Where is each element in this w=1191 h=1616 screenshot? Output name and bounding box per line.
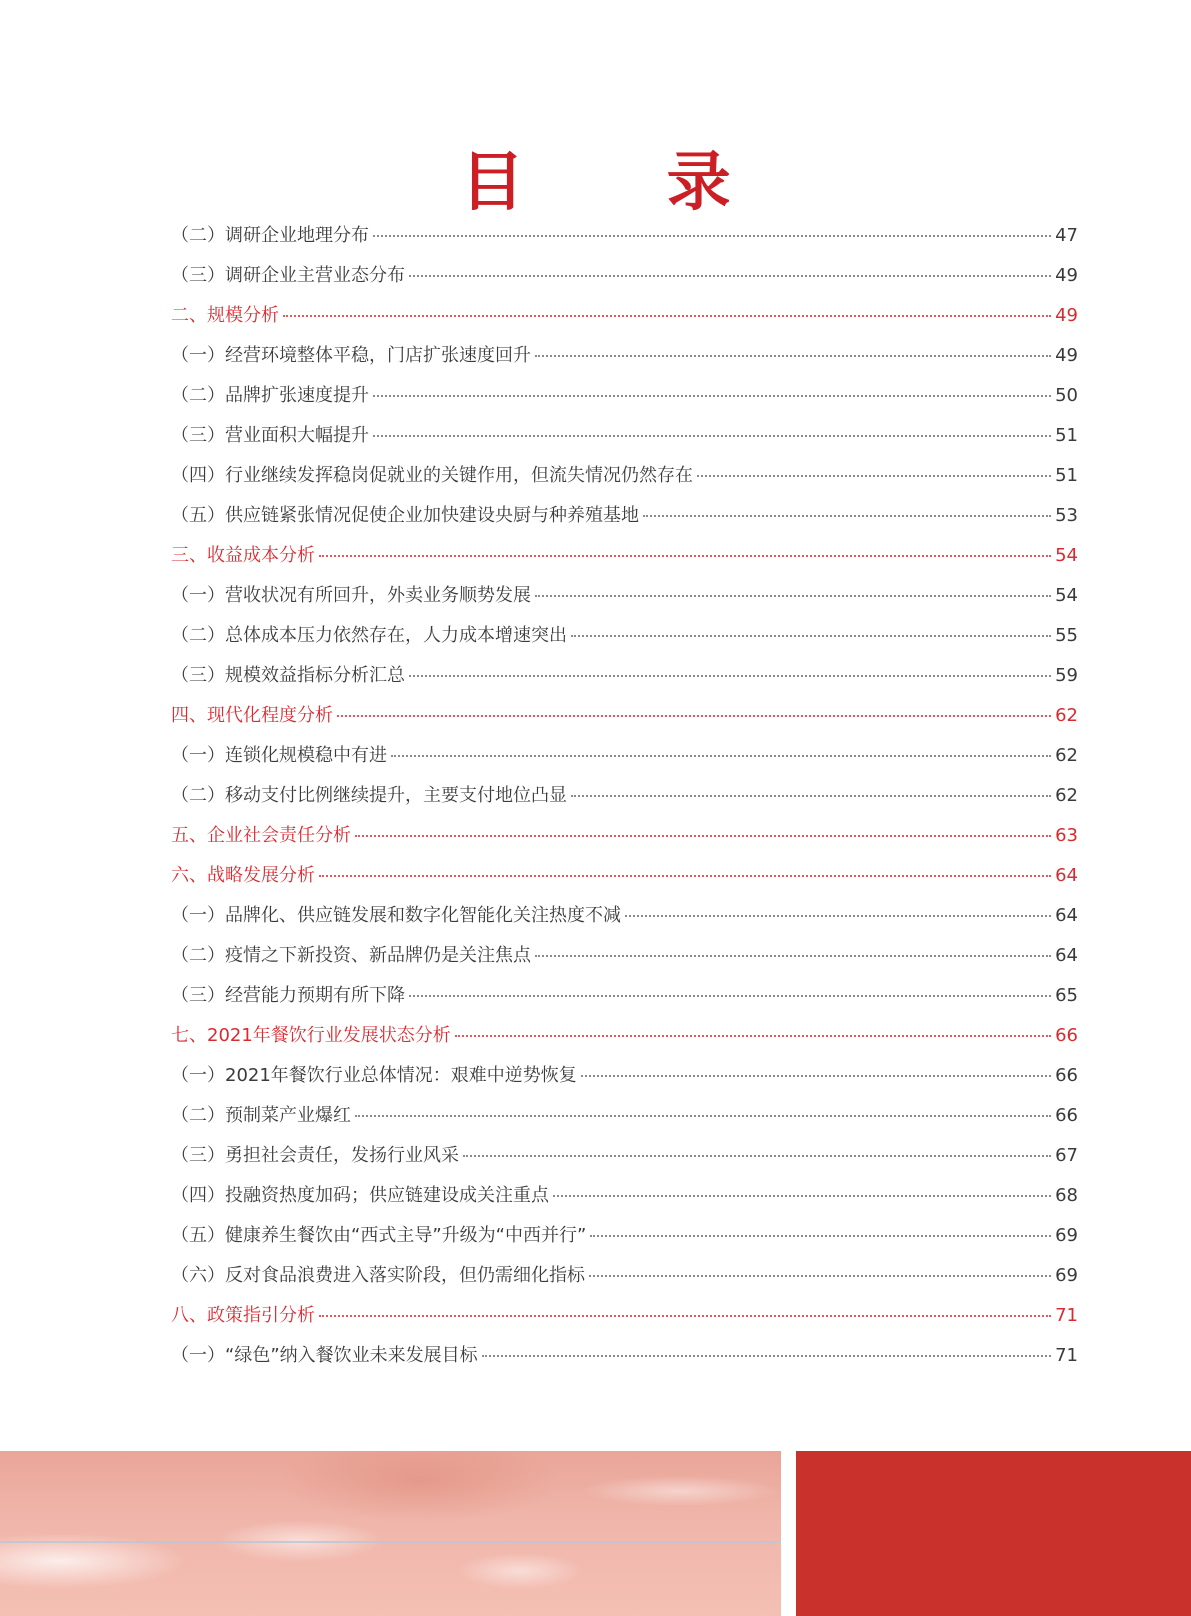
- toc-entry-label: （三）营业面积大幅提升: [171, 425, 369, 446]
- toc-page-number: 67: [1055, 1145, 1078, 1166]
- toc-page-number: 47: [1055, 225, 1078, 246]
- toc-entry-label: （六）反对食品浪费进入落实阶段，但仍需细化指标: [171, 1265, 585, 1286]
- toc-page-number: 51: [1055, 465, 1078, 486]
- toc-page-number: 49: [1055, 265, 1078, 286]
- toc-entry-label: 五、企业社会责任分析: [171, 825, 351, 846]
- toc-dot-leader: [391, 755, 1051, 757]
- toc-page-number: 66: [1055, 1025, 1078, 1046]
- toc-page-number: 64: [1055, 865, 1078, 886]
- toc-dot-leader: [535, 955, 1051, 957]
- toc-page-number: 49: [1055, 345, 1078, 366]
- toc-page-number: 62: [1055, 745, 1078, 766]
- toc-entry-label: （二）品牌扩张速度提升: [171, 385, 369, 406]
- toc-dot-leader: [589, 1275, 1051, 1277]
- toc-dot-leader: [482, 1355, 1051, 1357]
- toc-page-number: 71: [1055, 1345, 1078, 1366]
- toc-entry-label: 三、收益成本分析: [171, 545, 315, 566]
- toc-section-entry[interactable]: [171, 936, 1078, 976]
- toc-section-entry[interactable]: [171, 456, 1078, 496]
- toc-entry-label: 七、2021年餐饮行业发展状态分析: [171, 1025, 451, 1046]
- toc-dot-leader: [625, 915, 1051, 917]
- toc-page-number: 64: [1055, 905, 1078, 926]
- toc-entry-label: （四）投融资热度加码；供应链建设成关注重点: [171, 1185, 549, 1206]
- toc-section-entry[interactable]: [171, 1136, 1078, 1176]
- toc-page-number: 62: [1055, 785, 1078, 806]
- toc-page-number: 63: [1055, 825, 1078, 846]
- toc-entry-label: 二、规模分析: [171, 305, 279, 326]
- toc-page-number: 54: [1055, 545, 1078, 566]
- toc-section-entry[interactable]: [171, 1336, 1078, 1376]
- toc-section-entry[interactable]: [171, 496, 1078, 536]
- toc-dot-leader: [697, 475, 1051, 477]
- toc-section-entry[interactable]: [171, 976, 1078, 1016]
- toc-page-number: 69: [1055, 1265, 1078, 1286]
- toc-section-entry[interactable]: [171, 776, 1078, 816]
- toc-page-number: 49: [1055, 305, 1078, 326]
- toc-dot-leader: [337, 715, 1051, 717]
- toc-page-number: 55: [1055, 625, 1078, 646]
- toc-section-entry[interactable]: [171, 1096, 1078, 1136]
- toc-page-number: 66: [1055, 1065, 1078, 1086]
- toc-entry-label: （二）预制菜产业爆红: [171, 1105, 351, 1126]
- toc-section-entry[interactable]: [171, 1216, 1078, 1256]
- toc-entry-label: （一）品牌化、供应链发展和数字化智能化关注热度不减: [171, 905, 621, 926]
- toc-entry-label: 六、战略发展分析: [171, 865, 315, 886]
- toc-dot-leader: [319, 875, 1051, 877]
- toc-entry-label: （一）“绿色”纳入餐饮业未来发展目标: [171, 1345, 478, 1366]
- toc-section-entry[interactable]: [171, 1256, 1078, 1296]
- toc-page-number: 71: [1055, 1305, 1078, 1326]
- toc-section-entry[interactable]: [171, 896, 1078, 936]
- toc-section-entry[interactable]: [171, 1176, 1078, 1216]
- toc-section-entry[interactable]: [171, 1056, 1078, 1096]
- footer-decoration-red-block: [796, 1451, 1191, 1616]
- toc-page-number: 59: [1055, 665, 1078, 686]
- toc-section-entry[interactable]: [171, 256, 1078, 296]
- toc-page-number: 51: [1055, 425, 1078, 446]
- toc-page-number: 66: [1055, 1105, 1078, 1126]
- toc-dot-leader: [409, 995, 1051, 997]
- toc-dot-leader: [355, 835, 1051, 837]
- toc-entry-label: （一）连锁化规模稳中有进: [171, 745, 387, 766]
- toc-dot-leader: [571, 795, 1051, 797]
- toc-entry-label: （五）供应链紧张情况促使企业加快建设央厨与种养殖基地: [171, 505, 639, 526]
- toc-entry-label: （三）调研企业主营业态分布: [171, 265, 405, 286]
- toc-chapter-entry[interactable]: [171, 696, 1078, 736]
- toc-dot-leader: [643, 515, 1051, 517]
- toc-chapter-entry[interactable]: [171, 1016, 1078, 1056]
- toc-entry-label: （一）2021年餐饮行业总体情况：艰难中逆势恢复: [171, 1065, 577, 1086]
- toc-section-entry[interactable]: [171, 616, 1078, 656]
- toc-section-entry[interactable]: [171, 656, 1078, 696]
- toc-dot-leader: [535, 595, 1051, 597]
- toc-page-number: 50: [1055, 385, 1078, 406]
- toc-dot-leader: [581, 1075, 1051, 1077]
- toc-dot-leader: [355, 1115, 1051, 1117]
- toc-entry-label: （二）疫情之下新投资、新品牌仍是关注焦点: [171, 945, 531, 966]
- toc-page-number: 62: [1055, 705, 1078, 726]
- water-texture: [0, 1451, 781, 1616]
- toc-section-entry[interactable]: [171, 216, 1078, 256]
- toc-dot-leader: [535, 355, 1051, 357]
- toc-dot-leader: [283, 315, 1051, 317]
- toc-dot-leader: [409, 275, 1051, 277]
- toc-section-entry[interactable]: [171, 336, 1078, 376]
- toc-entry-label: 八、政策指引分析: [171, 1305, 315, 1326]
- toc-entry-label: （三）规模效益指标分析汇总: [171, 665, 405, 686]
- page-title: 目 录: [460, 145, 791, 220]
- toc-page-number: 65: [1055, 985, 1078, 1006]
- toc-section-entry[interactable]: [171, 576, 1078, 616]
- toc-dot-leader: [319, 1315, 1051, 1317]
- toc-entry-label: （五）健康养生餐饮由“西式主导”升级为“中西并行”: [171, 1225, 587, 1246]
- toc-dot-leader: [463, 1155, 1051, 1157]
- toc-entry-label: （二）总体成本压力依然存在，人力成本增速突出: [171, 625, 567, 646]
- toc-entry-label: （三）经营能力预期有所下降: [171, 985, 405, 1006]
- toc-entry-label: （四）行业继续发挥稳岗促就业的关键作用，但流失情况仍然存在: [171, 465, 693, 486]
- toc-dot-leader: [319, 555, 1051, 557]
- toc-section-entry[interactable]: [171, 416, 1078, 456]
- footer-divider-line: [0, 1541, 781, 1543]
- toc-chapter-entry[interactable]: [171, 1296, 1078, 1336]
- toc-chapter-entry[interactable]: [171, 296, 1078, 336]
- toc-dot-leader: [373, 235, 1051, 237]
- toc-dot-leader: [590, 1235, 1051, 1237]
- toc-entry-label: （二）调研企业地理分布: [171, 225, 369, 246]
- toc-entry-label: （二）移动支付比例继续提升，主要支付地位凸显: [171, 785, 567, 806]
- table-of-contents: [171, 216, 1078, 1376]
- toc-chapter-entry[interactable]: [171, 816, 1078, 856]
- toc-entry-label: （一）经营环境整体平稳，门店扩张速度回升: [171, 345, 531, 366]
- toc-chapter-entry[interactable]: [171, 536, 1078, 576]
- toc-page-number: 69: [1055, 1225, 1078, 1246]
- toc-entry-label: （一）营收状况有所回升，外卖业务顺势发展: [171, 585, 531, 606]
- toc-entry-label: 四、现代化程度分析: [171, 705, 333, 726]
- toc-chapter-entry[interactable]: [171, 856, 1078, 896]
- toc-section-entry[interactable]: [171, 376, 1078, 416]
- toc-dot-leader: [373, 435, 1051, 437]
- toc-page-number: 54: [1055, 585, 1078, 606]
- toc-page-number: 53: [1055, 505, 1078, 526]
- toc-dot-leader: [373, 395, 1051, 397]
- toc-section-entry[interactable]: [171, 736, 1078, 776]
- toc-dot-leader: [409, 675, 1051, 677]
- toc-dot-leader: [455, 1035, 1051, 1037]
- toc-page-number: 64: [1055, 945, 1078, 966]
- toc-dot-leader: [553, 1195, 1051, 1197]
- footer-decoration-photo: [0, 1451, 781, 1616]
- toc-page-number: 68: [1055, 1185, 1078, 1206]
- toc-entry-label: （三）勇担社会责任，发扬行业风采: [171, 1145, 459, 1166]
- toc-dot-leader: [571, 635, 1051, 637]
